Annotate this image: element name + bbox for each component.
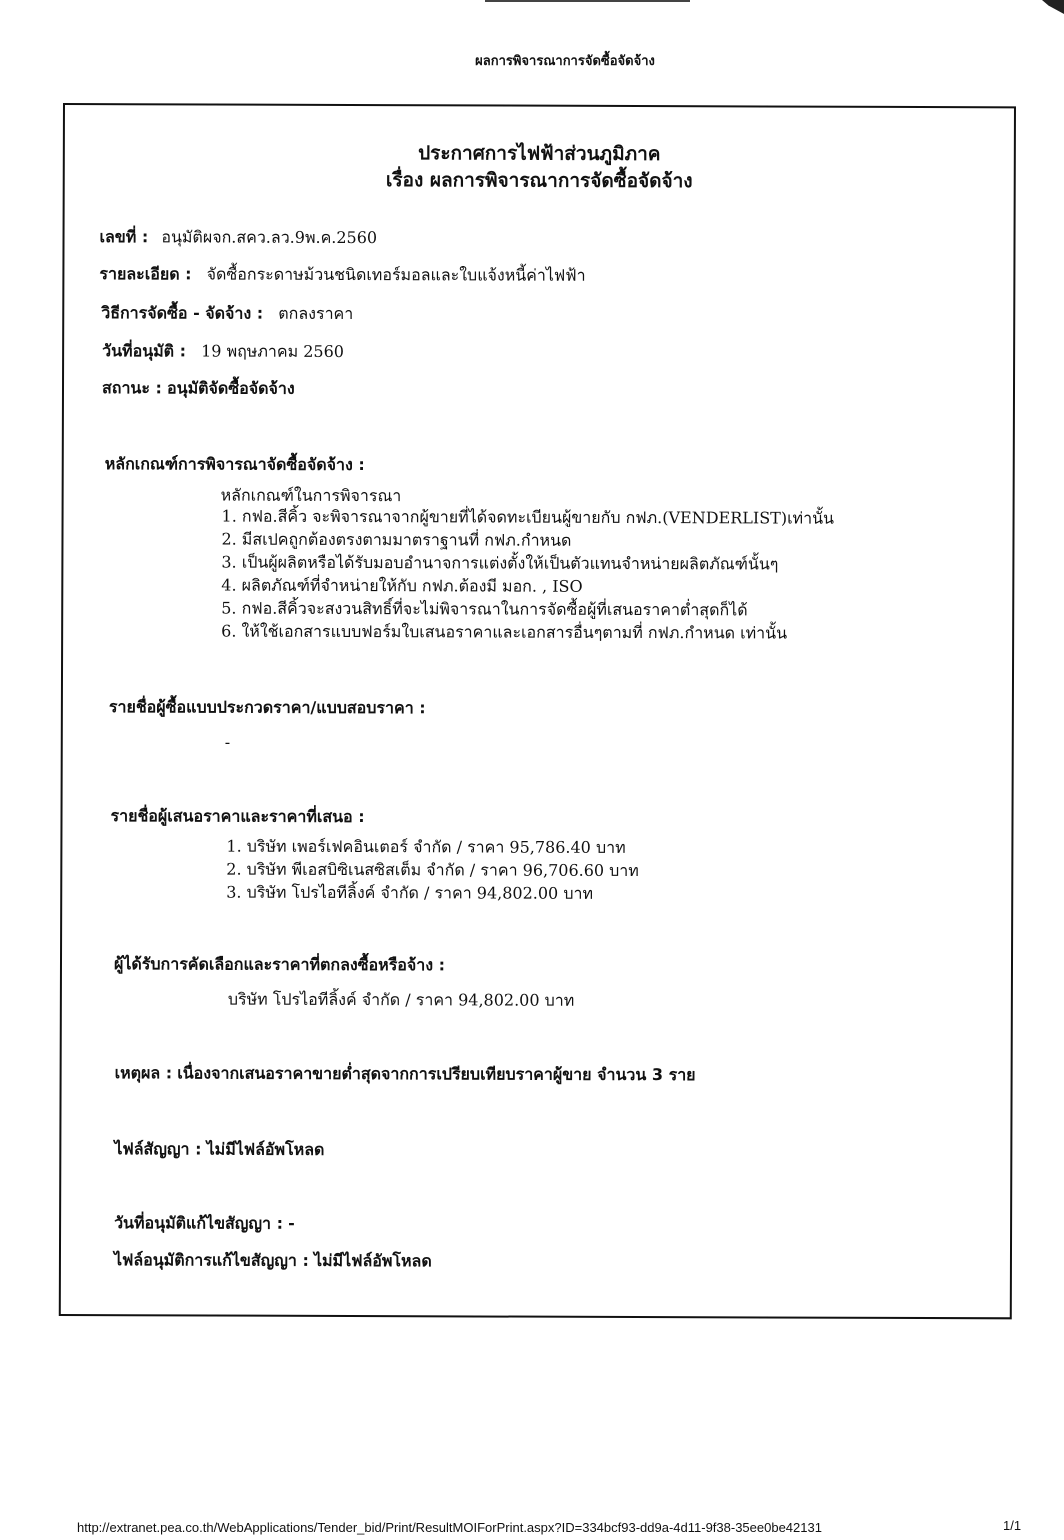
field-status-label: สถานะ : bbox=[101, 378, 162, 398]
amend-file-label: ไฟล์อนุมัติการแก้ไขสัญญา : bbox=[113, 1250, 309, 1270]
selected-label: ผู้ได้รับการคัดเลือกและราคาที่ตกลงซื้อหรือจ้าง : bbox=[113, 954, 446, 975]
field-details-label: รายละเอียด : bbox=[99, 264, 192, 284]
criteria-item: 5. กฟอ.สีคิ้วจะสงวนสิทธิ์ที่จะไม่พิจารณาในการจัดซื้อผู้ที่เสนอราคาต่ำสุดก็ได้ bbox=[221, 598, 748, 620]
field-details bbox=[99, 262, 585, 289]
field-approve-date-value: 19 พฤษภาคม 2560 bbox=[201, 341, 344, 361]
field-approve-date-label: วันที่อนุมัติ : bbox=[102, 341, 187, 361]
announcement-title-line2: เรื่อง ผลการพิจารณาการจัดซื้อจัดจ้าง bbox=[385, 169, 693, 193]
announcement-frame bbox=[59, 103, 1016, 1319]
field-number-label: เลขที่ : bbox=[99, 227, 149, 247]
amend-date-label: วันที่อนุมัติแก้ไขสัญญา : bbox=[114, 1213, 284, 1233]
reason-value: เนื่องจากเสนอราคาขายต่ำสุดจากการเปรียบเทียบราคาผู้ขาย จำนวน 3 ราย bbox=[177, 1063, 696, 1085]
bidders-label: รายชื่อผู้เสนอราคาและราคาที่เสนอ : bbox=[110, 806, 365, 827]
field-status bbox=[102, 376, 295, 402]
scan-corner-mark bbox=[1042, 0, 1064, 14]
scan-mark bbox=[485, 0, 690, 2]
footer-page-number: 1/1 bbox=[1003, 1518, 1022, 1533]
field-number-value: อนุมัติผจก.สคว.ลว.9พ.ค.2560 bbox=[161, 227, 378, 248]
criteria-subtitle: หลักเกณฑ์ในการพิจารณา bbox=[220, 485, 402, 506]
amend-date-value: - bbox=[288, 1213, 295, 1233]
reason-label: เหตุผล : bbox=[114, 1063, 173, 1083]
criteria-item: 3. เป็นผู้ผลิตหรือได้รับมอบอำนาจการแต่งตั้งให้เป็นตัวแทนจำหน่ายผลิตภัณฑ์นั้นๆ bbox=[221, 552, 779, 574]
field-approve-date bbox=[102, 339, 344, 365]
criteria-item: 4. ผลิตภัณฑ์ที่จำหน่ายให้กับ กฟภ.ต้องมี มอก. , ISO bbox=[221, 575, 583, 596]
field-details-value: จัดซื้อกระดาษม้วนชนิดเทอร์มอลและใบแจ้งหนี้ค่าไฟฟ้า bbox=[206, 264, 586, 285]
criteria-item: 6. ให้ใช้เอกสารแบบฟอร์มใบเสนอราคาและเอกสารอื่นๆตามที่ กฟภ.กำหนด เท่านั้น bbox=[221, 621, 788, 643]
criteria-label: หลักเกณฑ์การพิจารณาจัดซื้อจัดจ้าง : bbox=[104, 454, 365, 475]
bidder-item: 3. บริษัท โปรไอทีลิ้งค์ จำกัด / ราคา 94,802.00 บาท bbox=[226, 882, 594, 903]
criteria-item: 1. กฟอ.สีคิ้ว จะพิจารณาจากผู้ขายที่ได้จดทะเบียนผู้ขายกับ กฟภ.(VENDERLIST)เท่านั้น bbox=[221, 506, 835, 528]
field-number bbox=[99, 225, 377, 251]
page-header-title: ผลการพิจารณาการจัดซื้อจัดจ้าง bbox=[475, 54, 655, 69]
field-method-label: วิธีการจัดซื้อ - จัดจ้าง : bbox=[101, 303, 264, 323]
bidder-item: 2. บริษัท พีเอสบิซิเนสซิสเต็ม จำกัด / ราคา 96,706.60 บาท bbox=[226, 859, 639, 881]
amend-file bbox=[114, 1248, 432, 1274]
criteria-list bbox=[221, 505, 834, 645]
footer-url: http://extranet.pea.co.th/WebApplications/Tender_bid/Print/ResultMOIForPrint.aspx?ID=334bcf93-dd9a-4d11-9f38-35ee0be42131 bbox=[77, 1520, 822, 1535]
amend-date bbox=[114, 1211, 295, 1237]
announcement-title-line1: ประกาศการไฟฟ้าส่วนภูมิภาค bbox=[418, 142, 661, 166]
field-method bbox=[101, 301, 353, 327]
buyers-value: - bbox=[224, 732, 231, 752]
bidder-item: 1. บริษัท เพอร์เฟคอินเตอร์ จำกัด / ราคา 95,786.40 บาท bbox=[226, 836, 626, 857]
field-method-value: ตกลงราคา bbox=[278, 303, 354, 324]
reason bbox=[115, 1061, 696, 1088]
contract-file-value: ไม่มีไฟล์อัพโหลด bbox=[206, 1139, 325, 1159]
contract-file-label: ไฟล์สัญญา : bbox=[114, 1139, 202, 1159]
contract-file bbox=[114, 1137, 324, 1163]
buyers-label: รายชื่อผู้ซื้อแบบประกวดราคา/แบบสอบราคา : bbox=[108, 697, 426, 718]
selected-value: บริษัท โปรไอทีลิ้งค์ จำกัด / ราคา 94,802.00 บาท bbox=[227, 989, 575, 1010]
bidders-list bbox=[226, 835, 639, 905]
amend-file-value: ไม่มีไฟล์อัพโหลด bbox=[313, 1250, 432, 1271]
field-status-value: อนุมัติจัดซื้อจัดจ้าง bbox=[167, 378, 295, 398]
criteria-item: 2. มีสเปคถูกต้องตรงตามมาตราฐานที่ กฟภ.กำหนด bbox=[221, 529, 572, 550]
